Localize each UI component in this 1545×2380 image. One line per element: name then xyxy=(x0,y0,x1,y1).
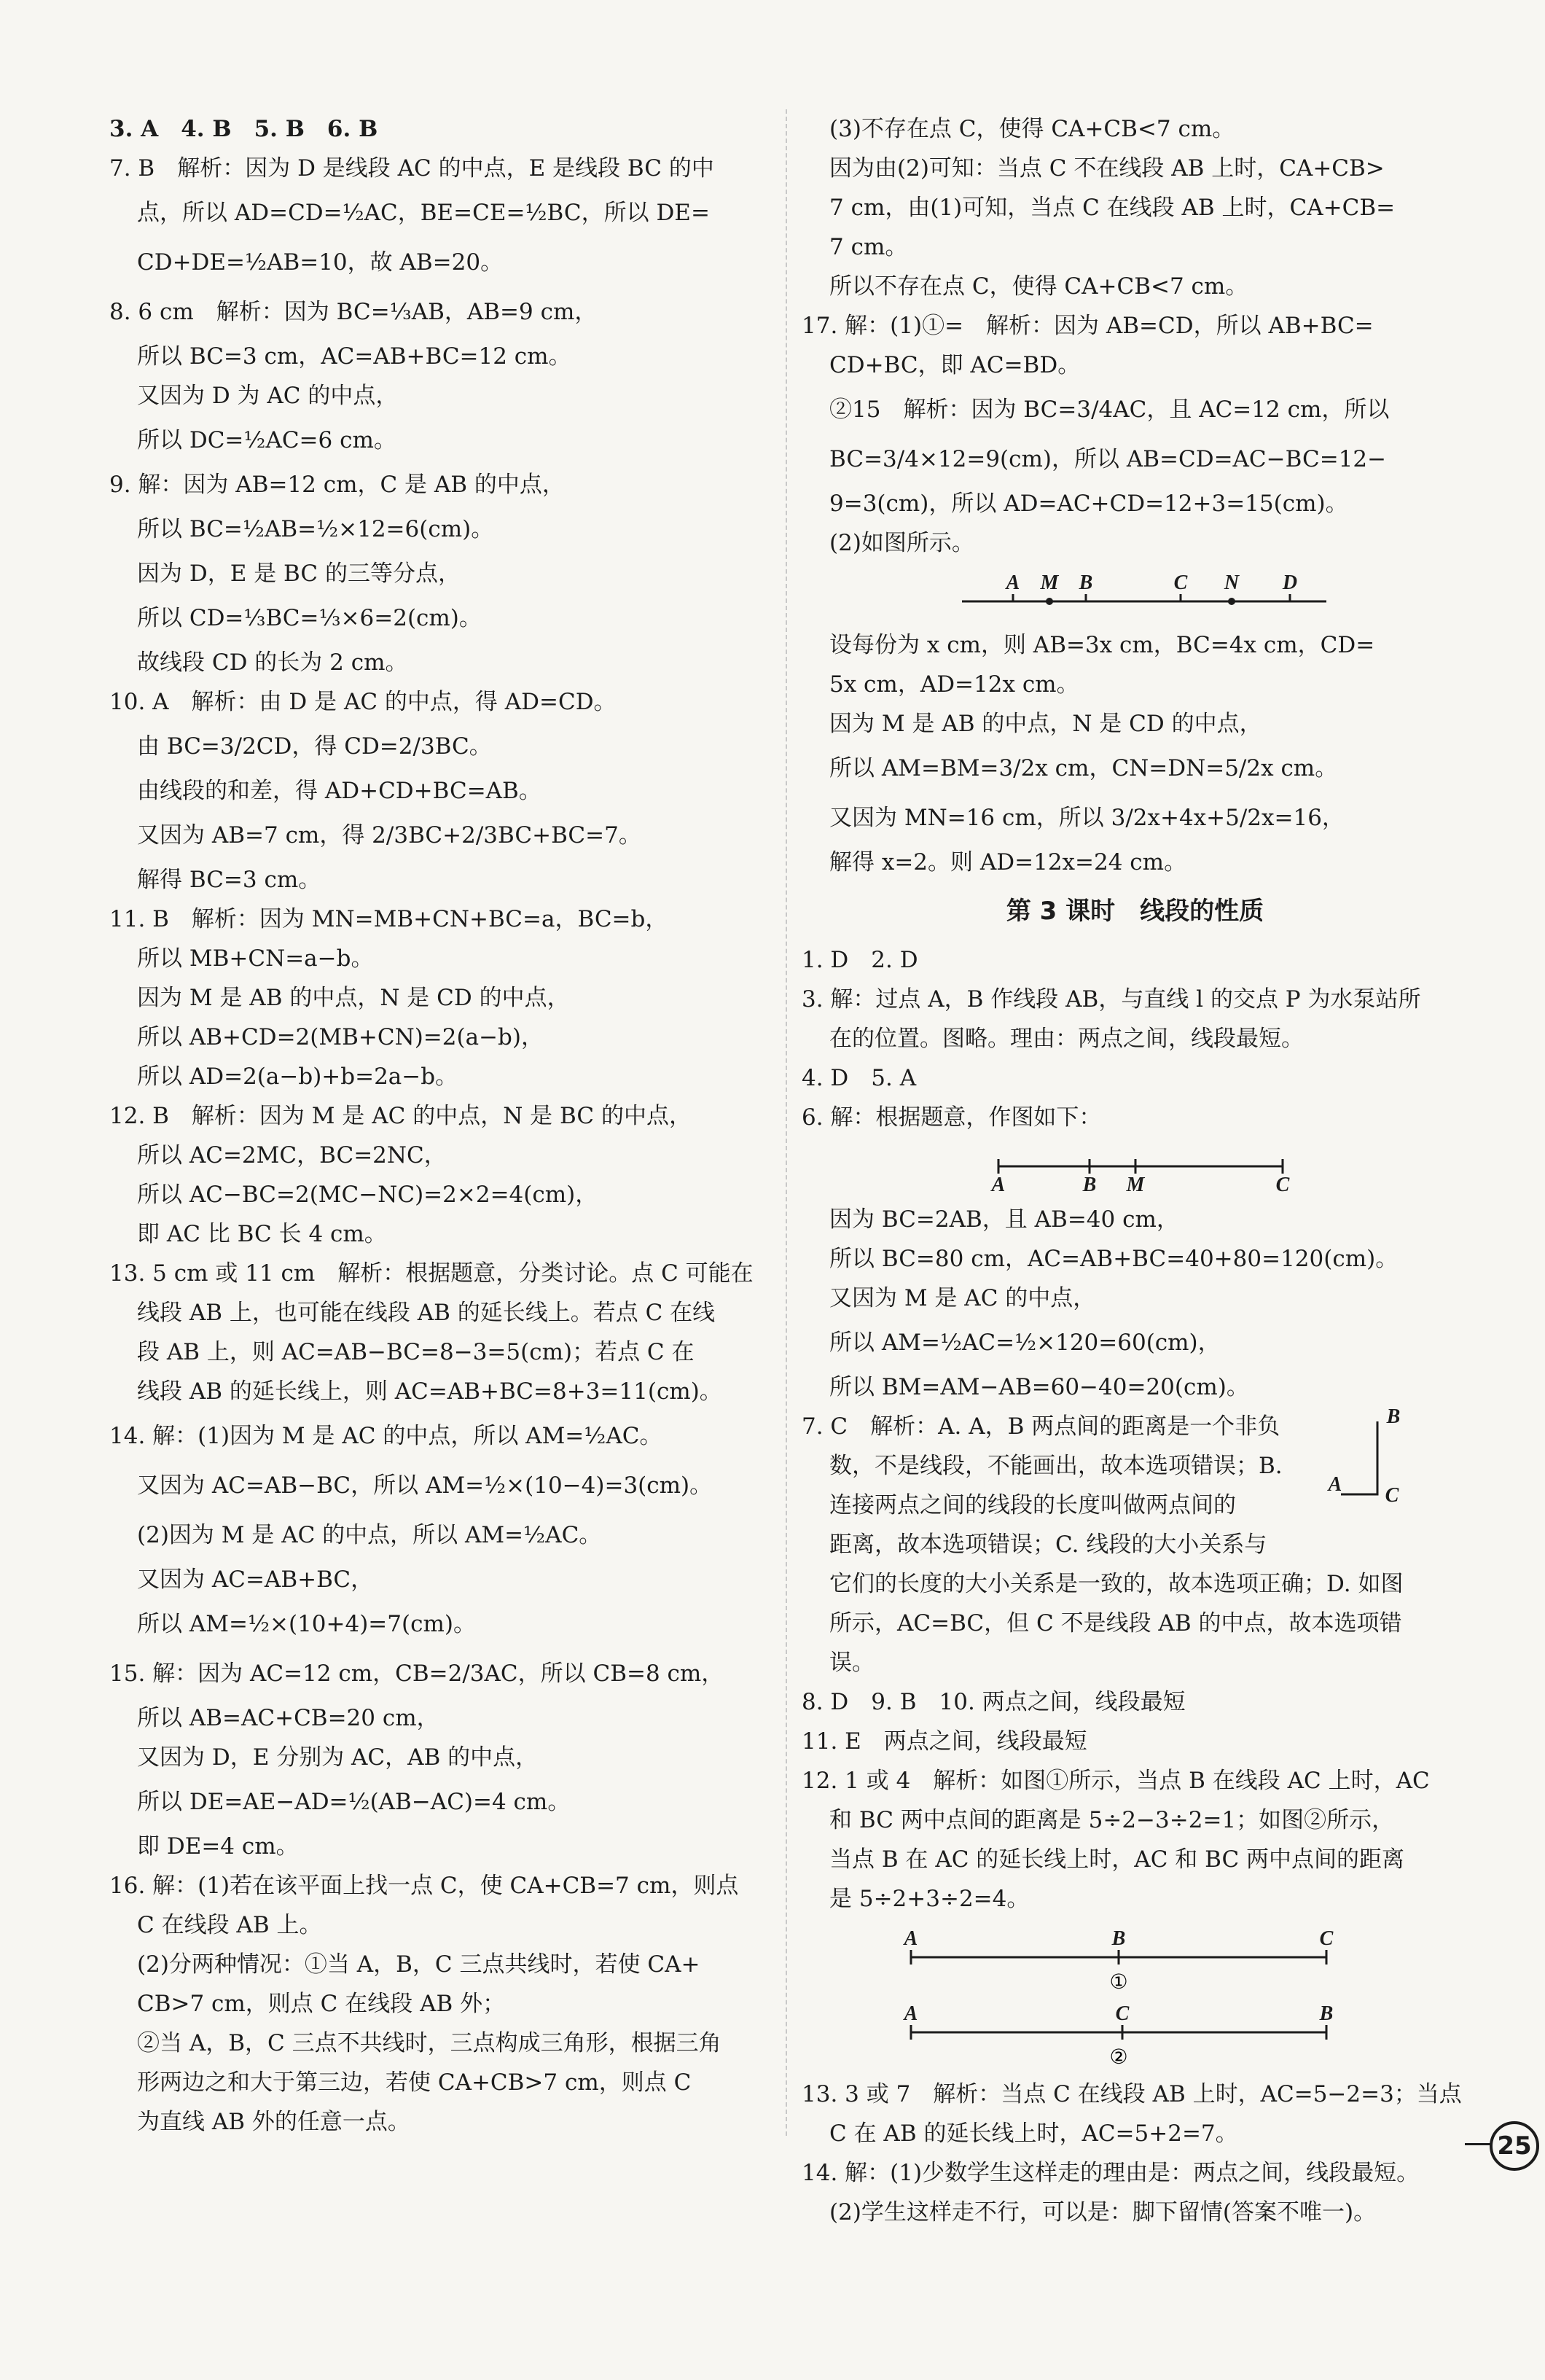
answer-line: BC=3/4×12=9(cm)，所以 AB=CD=AC−BC=12− xyxy=(829,446,1387,472)
answer-line: 所以 BM=AM−AB=60−40=20(cm)。 xyxy=(829,1374,1249,1400)
answer-line: C 在 AB 的延长线上时，AC=5+2=7。 xyxy=(829,2120,1238,2147)
answer-line: 所以 AC=2MC，BC=2NC， xyxy=(137,1142,447,1168)
answer-line: 段 AB 上，则 AC=AB−BC=8−3=5(cm)；若点 C 在 xyxy=(137,1339,695,1365)
answer-line: 解得 BC=3 cm。 xyxy=(137,867,321,893)
answer-line: 点，所以 AD=CD=½AC，BE=CE=½BC，所以 DE= xyxy=(137,200,710,226)
answer-line: 数，不是线段，不能画出，故本选项错误；B. xyxy=(829,1453,1283,1479)
right-column xyxy=(802,109,1468,2232)
answer-line: 形两边之和大于第三边，若使 CA+CB>7 cm，则点 C xyxy=(137,2069,692,2096)
answer-line: 线段 AB 上，也可能在线段 AB 的延长线上。若点 C 在线 xyxy=(137,1300,716,1326)
answer-line: 所以 BC=80 cm，AC=AB+BC=40+80=120(cm)。 xyxy=(829,1246,1399,1272)
answer-line: 故线段 CD 的长为 2 cm。 xyxy=(137,649,408,676)
answer-line: 8. D 9. B 10. 两点之间，线段最短 xyxy=(802,1689,1186,1715)
answer-line: 14. 解：(1)因为 M 是 AC 的中点，所以 AM=½AC。 xyxy=(109,1423,662,1449)
answer-line: 又因为 M 是 AC 的中点， xyxy=(829,1285,1096,1311)
answer-line: 又因为 D，E 分别为 AC，AB 的中点， xyxy=(137,1744,539,1771)
answer-line: 所以 BC=3 cm，AC=AB+BC=12 cm。 xyxy=(137,343,571,370)
answer-line: 9. 解：因为 AB=12 cm，C 是 AB 的中点， xyxy=(109,472,565,498)
answer-line: 所以不存在点 C，使得 CA+CB<7 cm。 xyxy=(829,273,1248,300)
answer-line: 7 cm。 xyxy=(829,234,908,260)
answer-line: 它们的长度的大小关系是一致的，故本选项正确；D. 如图 xyxy=(829,1571,1404,1597)
figure-q6 xyxy=(802,1143,1468,1194)
answer-line: 又因为 MN=16 cm，所以 3/2x+4x+5/2x=16， xyxy=(829,805,1345,831)
answer-line: (2)分两种情况：①当 A，B，C 三点共线时，若使 CA+ xyxy=(137,1951,700,1978)
figure-caption: ① xyxy=(1109,1970,1128,1994)
answer-line: 所以 AM=BM=3/2x cm，CN=DN=5/2x cm。 xyxy=(829,755,1338,781)
column-divider xyxy=(786,109,787,2136)
segment-diagram-q12-2 xyxy=(802,1999,1468,2069)
point-label-B: B xyxy=(1082,1174,1097,1194)
answer-line: 所示，AC=BC，但 C 不是线段 AB 的中点，故本选项错 xyxy=(829,1610,1402,1636)
answer-line: 解得 x=2。则 AD=12x=24 cm。 xyxy=(829,849,1187,875)
point-label-A: A xyxy=(1328,1473,1342,1496)
answer-line: 3. 解：过点 A，B 作线段 AB，与直线 l 的交点 P 为水泵站所 xyxy=(802,986,1421,1013)
answer-line: 连接两点之间的线段的长度叫做两点间的 xyxy=(829,1492,1236,1518)
answer-line: 即 AC 比 BC 长 4 cm。 xyxy=(137,1221,387,1247)
point-label-A: A xyxy=(904,2002,918,2025)
answer-line: 所以 DE=AE−AD=½(AB−AC)=4 cm。 xyxy=(137,1789,571,1815)
answer-line: CD+DE=½AB=10，故 AB=20。 xyxy=(137,249,504,276)
answer-line: 7 cm，由(1)可知，当点 C 在线段 AB 上时，CA+CB= xyxy=(829,195,1396,221)
point-label-C: C xyxy=(1385,1484,1399,1507)
answer-line: ②当 A，B，C 三点不共线时，三点构成三角形，根据三角 xyxy=(137,2030,721,2056)
answer-line: 因为 D，E 是 BC 的三等分点， xyxy=(137,561,461,587)
answer-line: 因为由(2)可知：当点 C 不在线段 AB 上时，CA+CB> xyxy=(829,155,1385,182)
answer-line: 所以 MB+CN=a−b。 xyxy=(137,945,374,972)
answer-line: 和 BC 两中点间的距离是 5÷2−3÷2=1；如图②所示， xyxy=(829,1807,1395,1833)
segment-diagram-q12-1 xyxy=(802,1924,1468,1994)
point-label-B: B xyxy=(1111,1927,1126,1950)
point-label-N: N xyxy=(1224,571,1240,594)
answer-line: 7. C 解析：A. A，B 两点间的距离是一个非负 xyxy=(802,1413,1280,1440)
figure-q17 xyxy=(802,569,1468,620)
answer-line: 所以 AM=½AC=½×120=60(cm)， xyxy=(829,1330,1221,1356)
answer-line: 1. D 2. D xyxy=(802,947,918,973)
answer-line: 由线段的和差，得 AD+CD+BC=AB。 xyxy=(137,778,541,804)
answer-line: 所以 AD=2(a−b)+b=2a−b。 xyxy=(137,1064,458,1090)
answer-line: 由 BC=3/2CD，得 CD=2/3BC。 xyxy=(137,733,492,760)
answer-line: 4. D 5. A xyxy=(802,1065,917,1091)
page-number-label: 25 xyxy=(1490,2121,1539,2171)
answer-line: 12. B 解析：因为 M 是 AC 的中点，N 是 BC 的中点， xyxy=(109,1103,692,1129)
answer-line: 10. A 解析：由 D 是 AC 的中点，得 AD=CD。 xyxy=(109,689,617,715)
point-label-M: M xyxy=(1126,1174,1145,1194)
point-label-C: C xyxy=(1173,571,1188,594)
answer-line: 16. 解：(1)若在该平面上找一点 C，使 CA+CB=7 cm，则点 xyxy=(109,1873,739,1899)
point-label-B: B xyxy=(1386,1407,1401,1428)
answer-line: CD+BC，即 AC=BD。 xyxy=(829,352,1081,378)
figure-q12-1 xyxy=(802,1924,1468,1994)
answer-line: 13. 5 cm 或 11 cm 解析：根据题意，分类讨论。点 C 可能在 xyxy=(109,1260,754,1287)
figure-q12-2 xyxy=(802,1999,1468,2069)
answer-line: (3)不存在点 C，使得 CA+CB<7 cm。 xyxy=(829,116,1235,142)
segment-diagram-q6 xyxy=(802,1143,1468,1194)
answer-line: (2)因为 M 是 AC 的中点，所以 AM=½AC。 xyxy=(137,1522,602,1548)
answer-line: 所以 AB+CD=2(MB+CN)=2(a−b)， xyxy=(137,1024,544,1050)
answer-line: 在的位置。图略。理由：两点之间，线段最短。 xyxy=(829,1026,1304,1052)
point-label-C: C xyxy=(1275,1174,1290,1194)
answer-line: 又因为 AC=AB+BC， xyxy=(137,1566,374,1593)
answer-line: C 在线段 AB 上。 xyxy=(137,1912,322,1938)
right-angle-diagram-q7 xyxy=(1326,1407,1407,1516)
answer-line: 所以 AB=AC+CB=20 cm， xyxy=(137,1705,439,1731)
answer-line: 所以 CD=⅓BC=⅓×6=2(cm)。 xyxy=(137,605,482,631)
answer-line: 设每份为 x cm，则 AB=3x cm，BC=4x cm，CD= xyxy=(829,632,1375,658)
q7-block xyxy=(802,1407,1468,1682)
answer-line: 当点 B 在 AC 的延长线上时，AC 和 BC 两中点间的距离 xyxy=(829,1846,1405,1873)
answer-line: 又因为 AB=7 cm，得 2/3BC+2/3BC+BC=7。 xyxy=(137,822,641,848)
segment-line xyxy=(1341,1421,1377,1494)
answer-line: 9=3(cm)，所以 AD=AC+CD=12+3=15(cm)。 xyxy=(829,491,1348,517)
answer-line: 11. B 解析：因为 MN=MB+CN+BC=a，BC=b， xyxy=(109,906,668,932)
answer-line: 所以 DC=½AC=6 cm。 xyxy=(137,427,396,453)
answer-line: 误。 xyxy=(829,1650,875,1676)
section-title: 第 3 课时 线段的性质 xyxy=(1006,897,1264,926)
answer-line: 因为 BC=2AB，且 AB=40 cm， xyxy=(829,1206,1179,1233)
answer-line: 是 5÷2+3÷2=4。 xyxy=(829,1886,1030,1912)
answer-line: 所以 AC−BC=2(MC−NC)=2×2=4(cm)， xyxy=(137,1182,598,1208)
point-label-D: D xyxy=(1282,571,1298,594)
figure-caption: ② xyxy=(1109,2045,1128,2069)
point-label-B: B xyxy=(1319,2002,1334,2025)
answer-line: 3. A 4. B 5. B 6. B xyxy=(109,116,378,142)
answer-line: 所以 AM=½×(10+4)=7(cm)。 xyxy=(137,1611,476,1637)
answer-line: 因为 M 是 AB 的中点，N 是 CD 的中点， xyxy=(137,985,570,1011)
answer-line: 15. 解：因为 AC=12 cm，CB=2/3AC，所以 CB=8 cm， xyxy=(109,1661,724,1687)
answer-line: 6. 解：根据题意，作图如下： xyxy=(802,1104,1102,1131)
answer-line: 12. 1 或 4 解析：如图①所示，当点 B 在线段 AC 上时，AC xyxy=(802,1768,1430,1794)
left-column xyxy=(109,109,772,2142)
answer-line: 14. 解：(1)少数学生这样走的理由是：两点之间，线段最短。 xyxy=(802,2160,1420,2186)
answer-line: 5x cm，AD=12x cm。 xyxy=(829,671,1079,698)
page-number xyxy=(1465,2121,1545,2168)
point-label-A: A xyxy=(1006,571,1020,594)
answer-line: 线段 AB 的延长线上，则 AC=AB+BC=8+3=11(cm)。 xyxy=(137,1378,722,1405)
answer-line: 因为 M 是 AB 的中点，N 是 CD 的中点， xyxy=(829,711,1262,737)
answer-line: 又因为 AC=AB−BC，所以 AM=½×(10−4)=3(cm)。 xyxy=(137,1472,713,1499)
answer-line: 8. 6 cm 解析：因为 BC=⅓AB，AB=9 cm， xyxy=(109,299,598,325)
answer-line: 所以 BC=½AB=½×12=6(cm)。 xyxy=(137,516,494,542)
point-label-A: A xyxy=(991,1174,1006,1194)
answer-line: ②15 解析：因为 BC=3/4AC，且 AC=12 cm，所以 xyxy=(829,397,1390,423)
point-tick-M xyxy=(1046,598,1053,605)
point-label-C: C xyxy=(1319,1927,1334,1950)
point-tick-N xyxy=(1228,598,1235,605)
answer-line: 7. B 解析：因为 D 是线段 AC 的中点，E 是线段 BC 的中 xyxy=(109,155,714,182)
point-label-A: A xyxy=(904,1927,918,1950)
answer-line: 为直线 AB 外的任意一点。 xyxy=(137,2109,410,2135)
page-number-rule xyxy=(1465,2143,1491,2145)
answer-line: 13. 3 或 7 解析：当点 C 在线段 AB 上时，AC=5−2=3；当点 xyxy=(802,2081,1462,2107)
answer-line: 又因为 D 为 AC 的中点， xyxy=(137,383,399,409)
answer-line: CB>7 cm，则点 C 在线段 AB 外； xyxy=(137,1991,506,2017)
answer-line: 17. 解：(1)①= 解析：因为 AB=CD，所以 AB+BC= xyxy=(802,313,1374,339)
answer-line: 即 DE=4 cm。 xyxy=(137,1833,299,1860)
answer-line: 距离，故本选项错误；C. 线段的大小关系与 xyxy=(829,1532,1267,1558)
answer-line: 11. E 两点之间，线段最短 xyxy=(802,1728,1087,1755)
answer-line: (2)学生这样走不行，可以是：脚下留情(答案不唯一)。 xyxy=(829,2199,1377,2225)
answer-line: (2)如图所示。 xyxy=(829,530,974,556)
point-label-C: C xyxy=(1115,2002,1130,2025)
point-label-M: M xyxy=(1040,571,1059,594)
segment-diagram-q17 xyxy=(802,569,1468,620)
point-label-B: B xyxy=(1079,571,1093,594)
